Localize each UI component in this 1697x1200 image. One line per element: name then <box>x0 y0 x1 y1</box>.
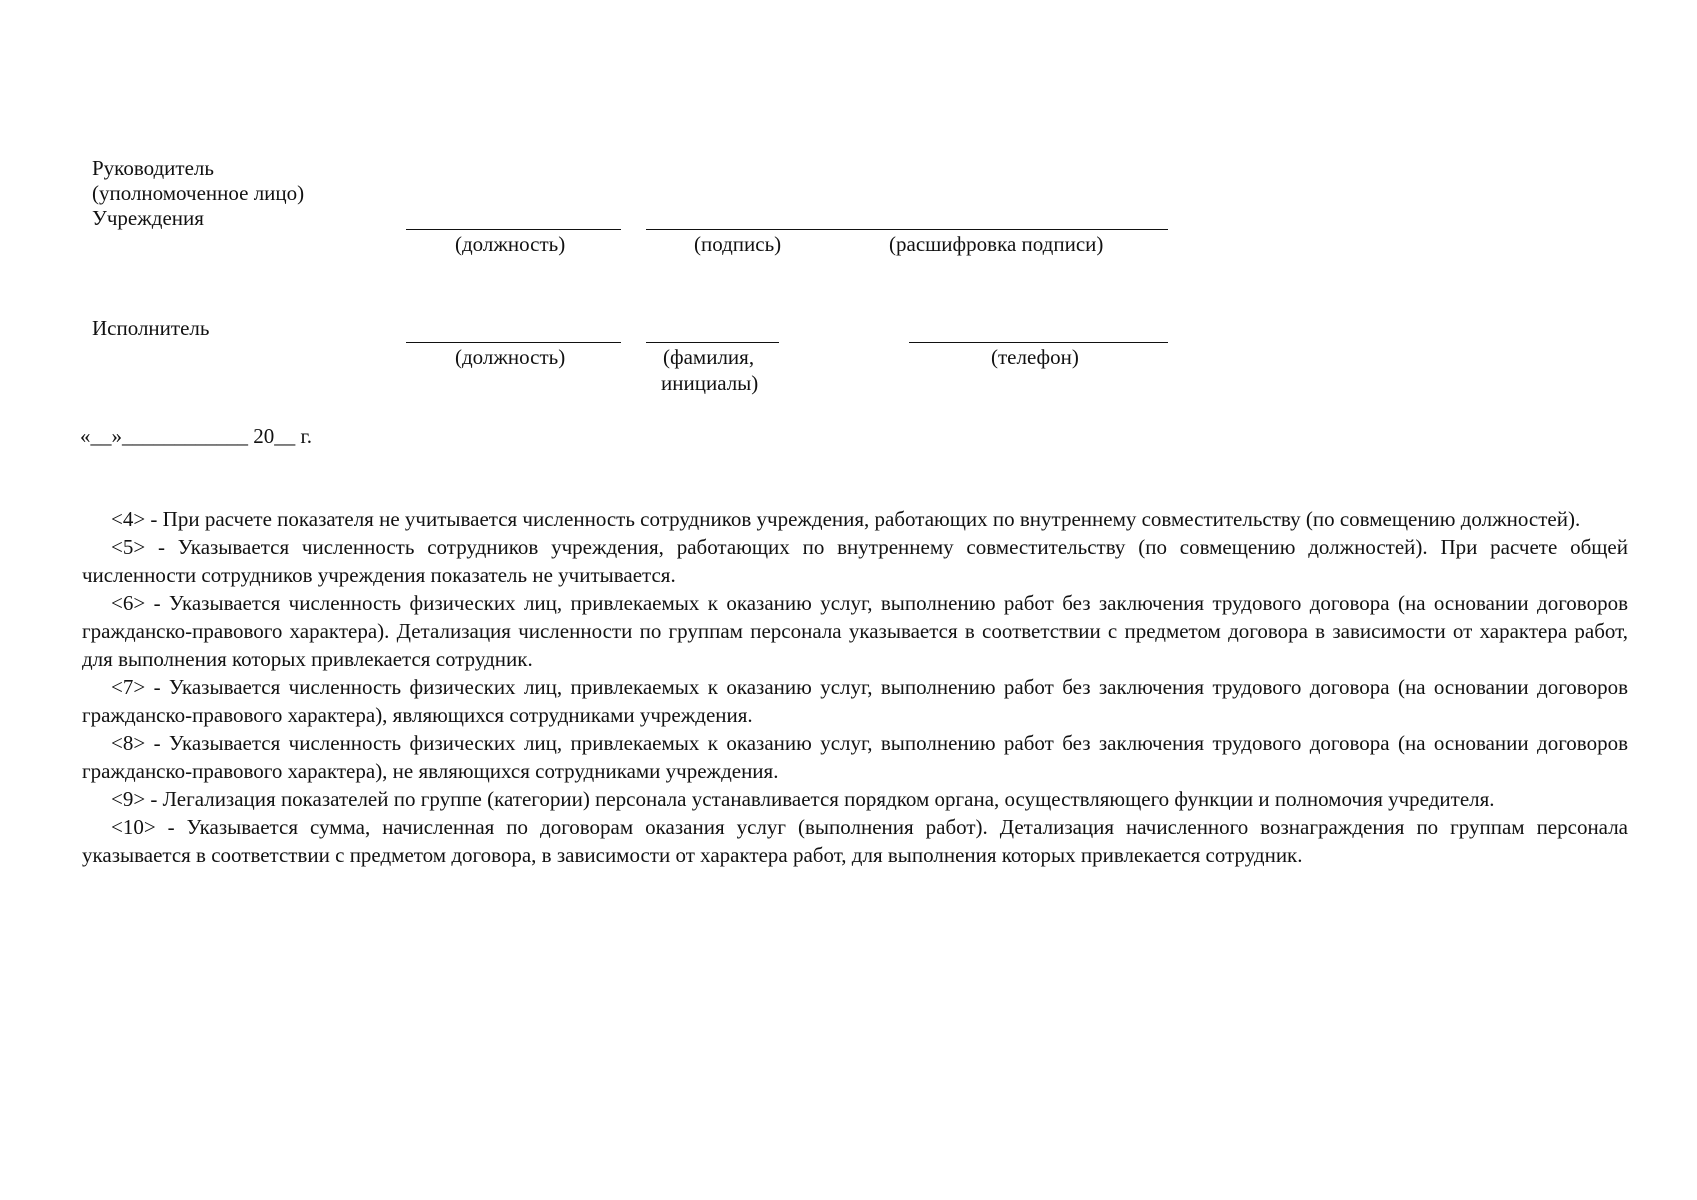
head-position-caption: (должность) <box>455 232 566 256</box>
executor-phone-line[interactable] <box>909 342 1168 343</box>
head-signature-caption: (подпись) <box>694 232 782 256</box>
footnotes <box>82 505 1628 869</box>
footnote-8: <8> - Указывается численность физических лиц, привлекаемых к оказанию услуг, выполнению работ без заключения трудового договора (на основании договоров гражданско-правового характера), не являющихся сотрудниками учреждения. <box>82 731 1628 783</box>
head-position-line[interactable] <box>406 229 621 230</box>
footnote-6: <6> - Указывается численность физических лиц, привлекаемых к оказанию услуг, выполнению работ без заключения трудового договора (на основании договоров гражданско-правового характера). Детализация численности по группам персонала указывается в соответствии с предметом договора в зависимости от характера работ, для выполнения которых привлекается сотрудник. <box>82 591 1628 671</box>
footnote-9: <9> - Легализация показателей по группе (категории) персонала устанавливается порядком органа, осуществляющего функции и полномочия учредителя. <box>111 787 1495 811</box>
executor-name-caption-line1: (фамилия, <box>663 345 755 369</box>
head-signature-line[interactable] <box>646 229 1168 230</box>
executor-phone-caption: (телефон) <box>991 345 1079 369</box>
head-signature-decoding-caption: (расшифровка подписи) <box>889 232 1104 256</box>
footnote-5: <5> - Указывается численность сотрудников учреждения, работающих по внутреннему совместительству (по совмещению должностей). При расчете общей численности сотрудников учреждения показатель не учитывается. <box>82 535 1628 587</box>
head-label-line1: Руководитель <box>92 156 214 180</box>
executor-position-caption: (должность) <box>455 345 566 369</box>
executor-position-line[interactable] <box>406 342 621 343</box>
head-label-line2: (уполномоченное лицо) <box>92 181 305 205</box>
executor-label: Исполнитель <box>92 316 210 340</box>
date-line[interactable]: «__»____________ 20__ г. <box>80 424 312 448</box>
footnote-4: <4> - При расчете показателя не учитывается численность сотрудников учреждения, работающих по внутреннему совместительству (по совмещению должностей). <box>111 507 1581 531</box>
executor-name-line[interactable] <box>646 342 779 343</box>
footnote-10: <10> - Указывается сумма, начисленная по договорам оказания услуг (выполнения работ). Детализация начисленного вознаграждения по группам персонала указывается в соответствии с предметом договора, в зависимости от характера работ, для выполнения которых привлекается сотрудник. <box>82 815 1628 867</box>
footnote-7: <7> - Указывается численность физических лиц, привлекаемых к оказанию услуг, выполнению работ без заключения трудового договора (на основании договоров гражданско-правового характера), являющихся сотрудниками учреждения. <box>82 675 1628 727</box>
executor-name-caption-line2: инициалы) <box>661 371 759 395</box>
head-label-line3: Учреждения <box>92 206 204 230</box>
